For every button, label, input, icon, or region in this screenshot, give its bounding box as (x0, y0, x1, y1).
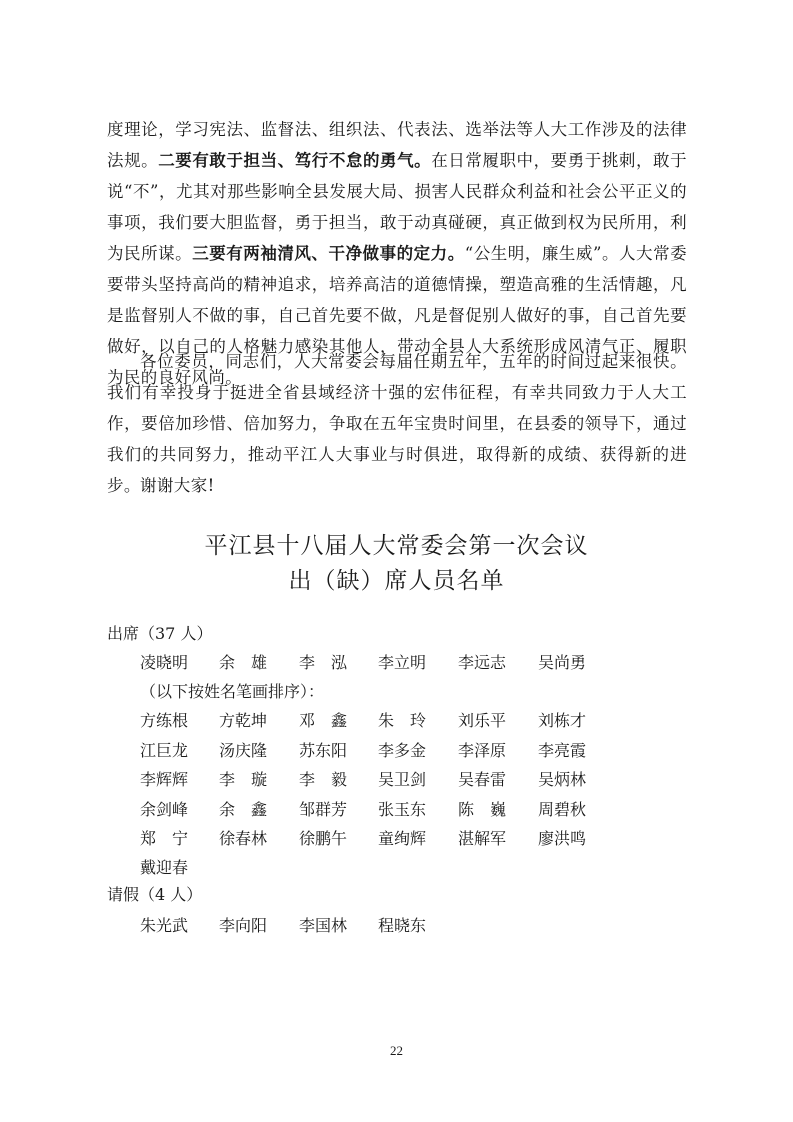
name: 汤庆隆 (219, 741, 268, 760)
name: 苏东阳 (299, 741, 348, 760)
name: 周碧秋 (538, 800, 587, 819)
name: 方乾坤 (219, 711, 268, 730)
name: 余 雄 (219, 653, 268, 672)
attendance-title: 平江县十八届人大常委会第一次会议 (204, 533, 589, 559)
speech-paragraph-3 (107, 470, 687, 501)
name: 李立明 (378, 653, 427, 672)
name: 郑 宁 (140, 829, 189, 848)
attendance-subtitle: 出（缺）席人员名单 (288, 568, 505, 594)
name: 刘栋才 (538, 711, 587, 730)
name: 李泽原 (458, 741, 507, 760)
name: 朱 玲 (378, 711, 427, 730)
name: 方练根 (140, 711, 189, 730)
leave-label: 请假（4 人） (107, 885, 203, 904)
speech-paragraph-2-text: 各位委员，同志们，人大常委会每届任期五年，五年的时间过起来很快。我们有幸投身于挺进全省县域经济十强的宏伟征程，有幸共同致力于人大工作，要倍加珍惜、倍加努力，争取在五年宝贵时间里，在县委的领导下，通过我们的共同努力，推动平江人大事业与时俱进，取得新的成绩、获得新的进步。 (107, 352, 687, 495)
name: 廖洪鸣 (538, 829, 587, 848)
speech-text-2: 在日常履职中，要勇于挑刺，敢于说“不”，尤其对那些影响全县发展大局、损害人民群众利益和社会公平正义的事项，我们要大胆监督，勇于担当，敢于动真碰硬，真正做到权为民所用，利为民所谋。 (107, 151, 688, 263)
name: 戴迎春 (140, 858, 189, 877)
name: 吴炳林 (538, 770, 587, 789)
present-label: 出席（37 人） (107, 624, 213, 643)
name: 吴尚勇 (538, 653, 587, 672)
name: 李国林 (299, 916, 348, 935)
name: 余 鑫 (219, 800, 268, 819)
name: 邓 鑫 (299, 711, 348, 730)
name: 李 毅 (299, 770, 348, 789)
name: 李远志 (458, 653, 507, 672)
speech-line: 度理论，学习宪法、监督法、组织法、代表法、选举法等人大工作涉及的法律法规。 (107, 120, 687, 170)
name: 程晓东 (378, 916, 427, 935)
name: 李 泓 (299, 653, 348, 672)
speech-bold-heading-3: 三要有两袖清风、干净做事的定力。 (192, 244, 465, 263)
name: 张玉东 (378, 800, 427, 819)
name: 李多金 (378, 741, 427, 760)
name: 李亮霞 (538, 741, 587, 760)
name: 陈 巍 (458, 800, 507, 819)
name: 李辉辉 (140, 770, 189, 789)
name: 江巨龙 (140, 741, 189, 760)
name: 朱光武 (140, 916, 189, 935)
sort-note: （以下按姓名笔画排序）： (140, 682, 325, 701)
name: 徐春林 (219, 829, 268, 848)
name: 刘乐平 (458, 711, 507, 730)
name: 凌晓明 (140, 653, 189, 672)
name: 余剑峰 (140, 800, 189, 819)
name: 湛解军 (458, 829, 507, 848)
speech-bold-heading-2: 二要有敢于担当、笃行不怠的勇气。 (158, 151, 432, 170)
name: 吴春雷 (458, 770, 507, 789)
speech-text-3: “公生明，廉生威”。人大常委要带头坚持高尚的精神追求，培养高洁的道德情操，塑造高雅的生活情趣，凡是监督别人不做的事，自己首先要不做，凡是督促别人做好的事，自己首先要做好，以自己的人格魅力感染其他人，带动全县人大系统形成风清气正、履职为民的良好风尚。 (107, 244, 687, 387)
speech-closing: 谢谢大家! (140, 476, 215, 495)
page-number: 22 (390, 1043, 403, 1058)
name: 李 璇 (219, 770, 268, 789)
name: 徐鹏午 (299, 829, 348, 848)
name: 邹群芳 (299, 800, 348, 819)
name: 李向阳 (219, 916, 268, 935)
name: 童绚辉 (378, 829, 427, 848)
name: 吴卫剑 (378, 770, 427, 789)
